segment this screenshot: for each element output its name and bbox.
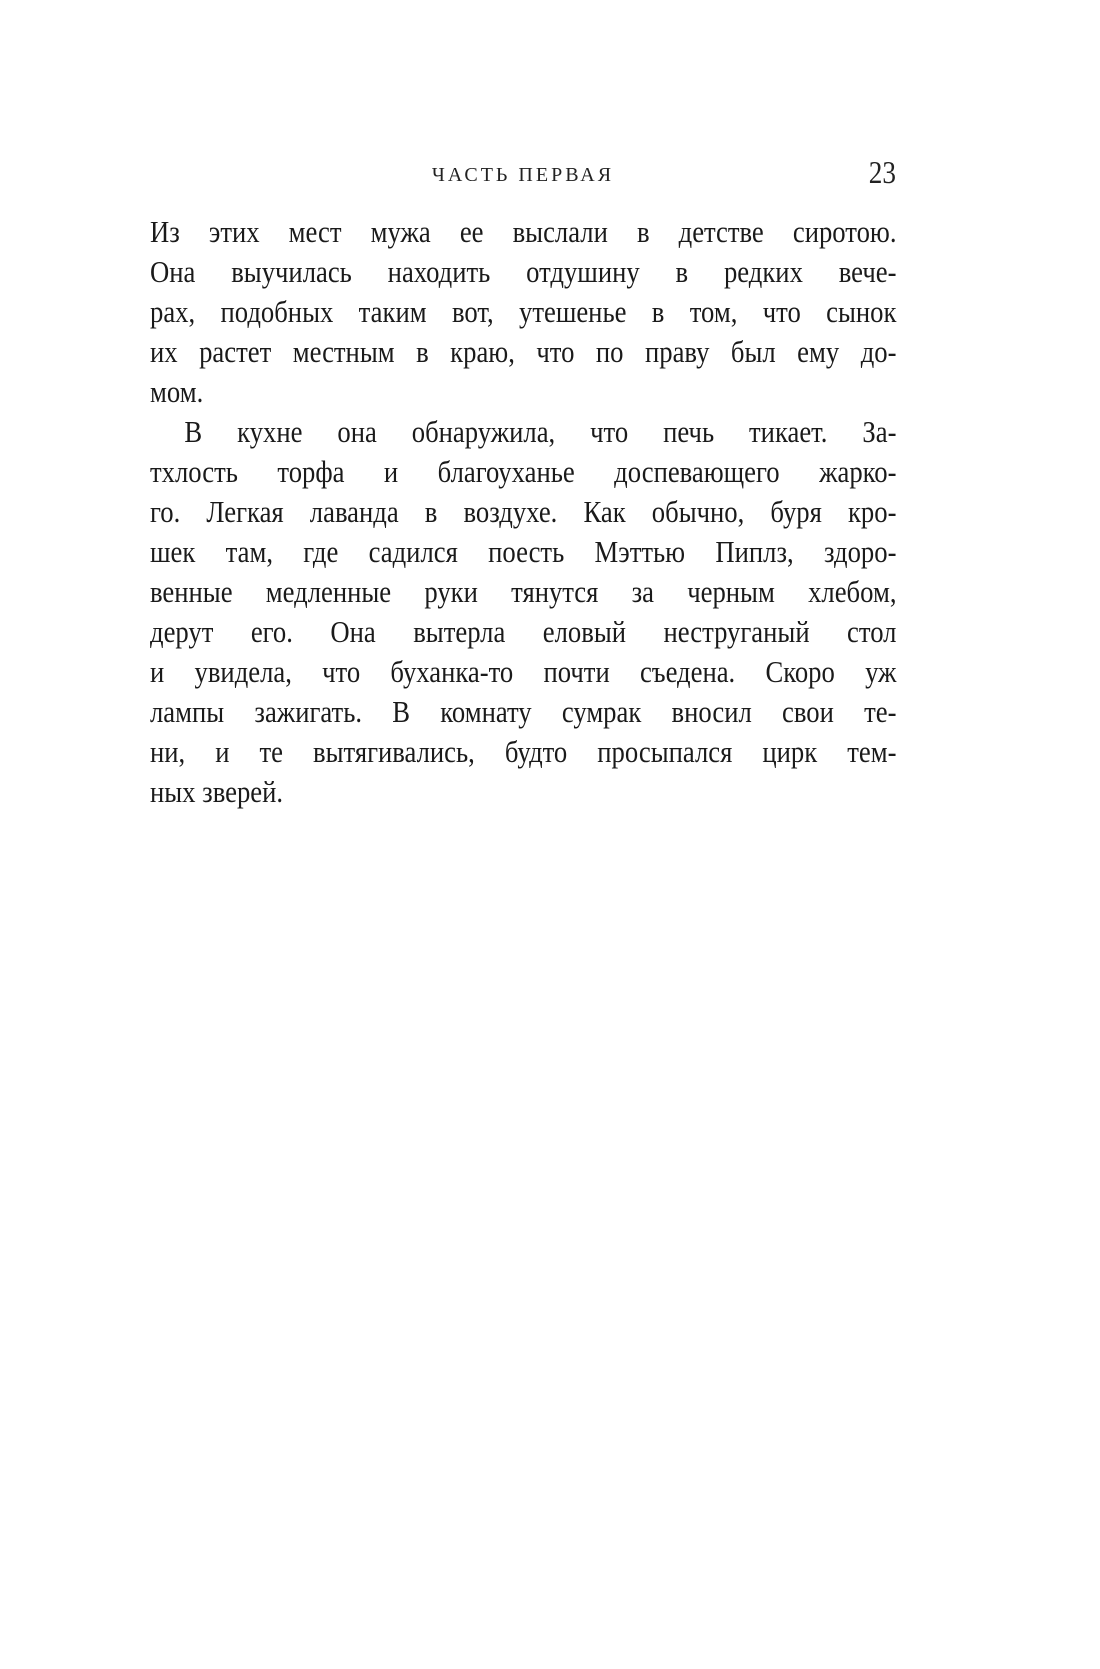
text-line: шек там, где садился поесть Мэттью Пиплз, здоро- [150,534,897,569]
text-line: венные медленные руки тянутся за черным хлебом, [150,574,897,609]
page-number: 23 [868,154,896,190]
paragraph-2 [150,412,896,812]
text-line: тхлость торфа и благоуханье доспевающего жарко- [150,454,897,489]
text-line: мом. [150,374,204,409]
body-text [150,212,896,812]
text-line: и увидела, что буханка-то почти съедена. Скоро уж [150,654,897,689]
text-line: ных зверей. [150,774,284,809]
running-head [150,150,896,190]
text-line: их растет местным в краю, что по праву был ему до- [150,334,897,369]
text-line: ни, и те вытягивались, будто просыпался цирк тем- [150,734,897,769]
text-line: го. Легкая лаванда в воздухе. Как обычно, буря кро- [150,494,897,529]
text-line: дерут его. Она вытерла еловый неструганый стол [150,614,897,649]
text-line: лампы зажигать. В комнату сумрак вносил свои те- [150,694,897,729]
text-line: Из этих мест мужа ее выслали в детстве сиротою. [150,214,897,249]
text-line: В кухне она обнаружила, что печь тикает. За- [184,414,897,449]
text-line: рах, подобных таким вот, утешенье в том, что сынок [150,294,897,329]
running-title: ЧАСТЬ ПЕРВАЯ [431,164,615,186]
text-line: Она выучилась находить отдушину в редких вече- [150,254,897,289]
paragraph-1 [150,212,896,412]
